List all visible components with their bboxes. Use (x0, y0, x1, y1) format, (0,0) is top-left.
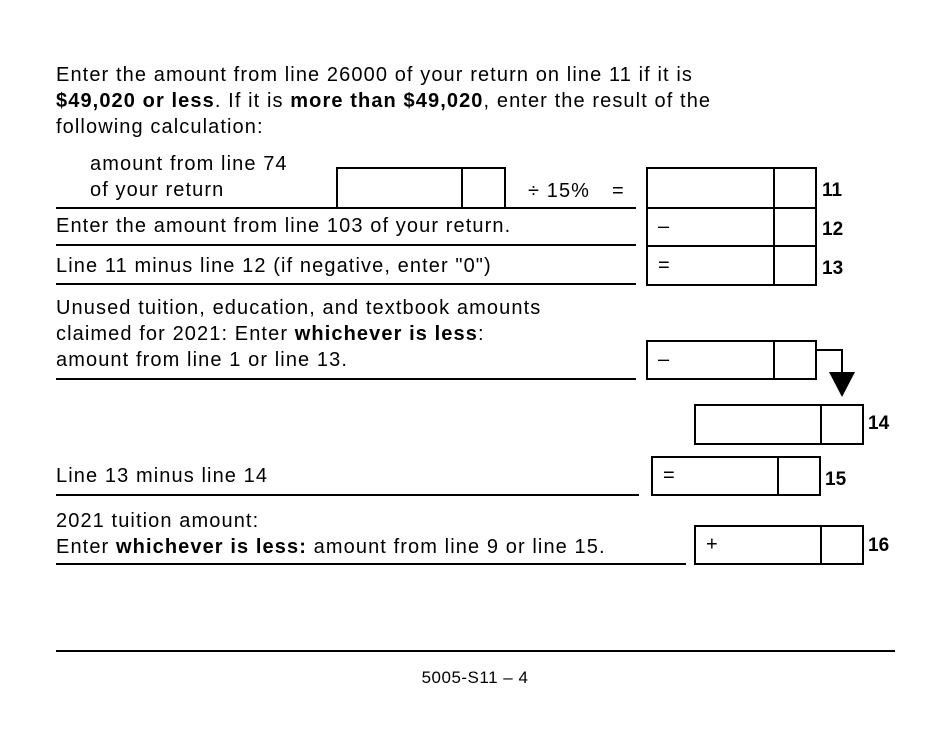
threshold-more: more than $49,020 (290, 90, 484, 112)
intro-line-2-text-a: . If it is (214, 90, 291, 112)
unused-cents-divider (773, 342, 775, 378)
line11-label-1: amount from line 74 (90, 153, 288, 175)
line16-label-2-text: Enter (56, 536, 116, 558)
line12-cents-divider (773, 209, 775, 245)
unused-underline (56, 378, 636, 380)
line11-underline (56, 207, 636, 209)
footer-page-code: 5005-S11 – 4 (421, 668, 529, 687)
line16-label-2-end: amount from line 9 or line 15. (306, 536, 606, 558)
line-number-15: 15 (825, 469, 847, 490)
line-number-11: 11 (822, 180, 843, 201)
line12-minus: – (658, 215, 670, 238)
line11-label-2: of your return (90, 179, 225, 201)
unused-whichever-less: whichever is less (294, 323, 478, 345)
line13-cents-divider (773, 247, 775, 284)
line15-cents-divider (777, 458, 779, 494)
line15-label: Line 13 minus line 14 (56, 465, 269, 487)
footer-rule (56, 650, 895, 652)
line13-label: Line 11 minus line 12 (if negative, enter "0") (56, 255, 492, 277)
line11-input-cents-rule[interactable] (461, 167, 463, 207)
line12-label: Enter the amount from line 103 of your return. (56, 215, 512, 237)
line-number-14: 14 (868, 413, 890, 434)
line-number-16: 16 (868, 535, 890, 556)
divide-by-15-percent: ÷ 15% (528, 180, 591, 202)
arrow-down-icon (812, 345, 862, 401)
unused-line-2-text: claimed for 2021: Enter (56, 323, 295, 345)
line16-cents-divider (820, 527, 822, 563)
line11-input-right-rule (504, 167, 506, 207)
line12-amount-box[interactable] (646, 207, 817, 247)
line11-input-left-rule (336, 167, 338, 207)
unused-line-2-colon: : (477, 323, 485, 345)
line16-plus: + (706, 533, 718, 556)
line16-amount-box[interactable] (694, 525, 864, 565)
line16-label-1: 2021 tuition amount: (56, 510, 260, 532)
line12-underline (56, 244, 636, 246)
unused-line-2 (56, 321, 485, 347)
line11-equals: = (612, 180, 625, 202)
line15-amount-box[interactable] (651, 456, 821, 496)
line13-amount-box[interactable] (646, 245, 817, 286)
intro-line-3: following calculation: (56, 116, 264, 138)
line16-whichever-less: whichever is less: (115, 536, 307, 558)
unused-line-1: Unused tuition, education, and textbook amounts (56, 297, 542, 319)
threshold-less: $49,020 or less (56, 90, 215, 112)
line15-underline (56, 494, 639, 496)
line16-underline (56, 563, 686, 565)
line-number-12: 12 (822, 219, 844, 240)
line13-equals: = (658, 254, 670, 276)
line11-amount-box[interactable] (646, 167, 817, 209)
line14-cents-divider (820, 406, 822, 443)
line16-label-2 (56, 534, 606, 560)
line11-input-top-rule (336, 167, 506, 169)
unused-amount-box[interactable] (646, 340, 817, 380)
line-number-13: 13 (822, 258, 844, 279)
intro-line-2-text-b: , enter the result of the (483, 90, 712, 112)
line14-amount-box[interactable] (694, 404, 864, 445)
unused-line-3: amount from line 1 or line 13. (56, 349, 349, 371)
line11-cents-divider (773, 169, 775, 207)
intro-line-1: Enter the amount from line 26000 of your return on line 11 if it is (56, 64, 693, 86)
line13-underline (56, 283, 636, 285)
intro-line-2 (56, 88, 711, 114)
unused-minus: – (658, 348, 670, 371)
line15-equals: = (663, 464, 675, 487)
